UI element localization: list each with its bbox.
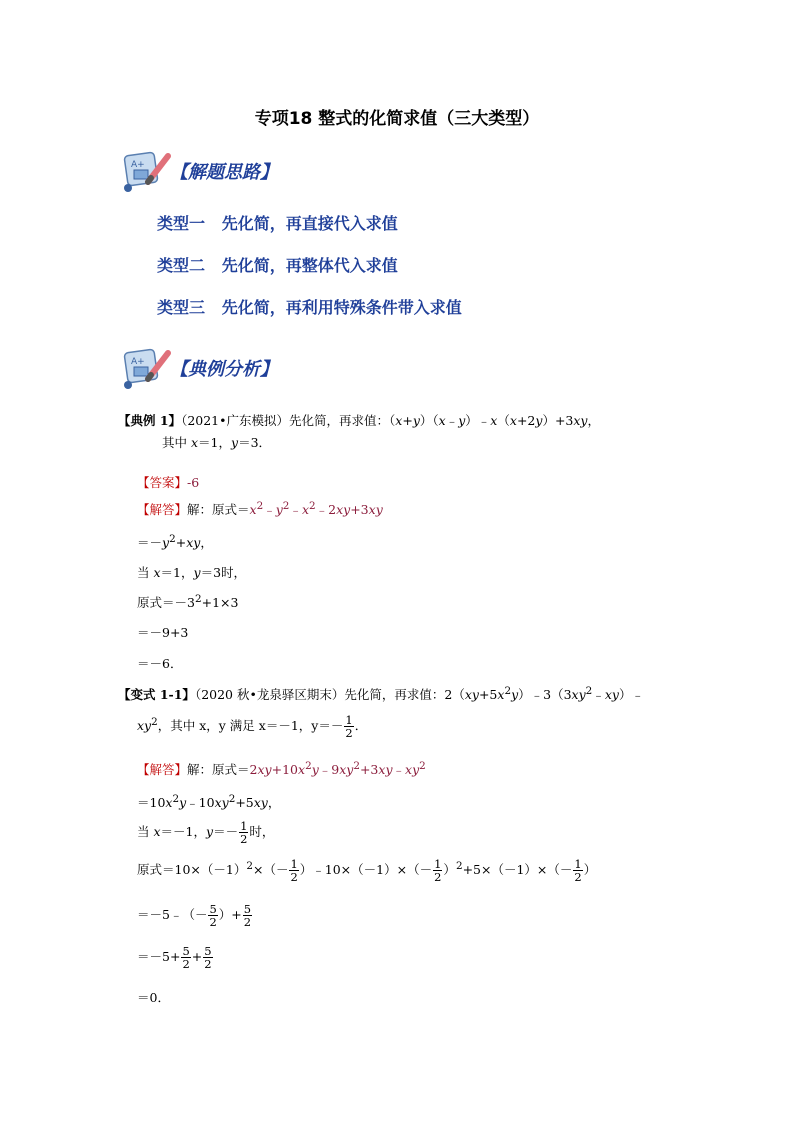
answer-value: -6 <box>187 475 200 490</box>
fraction-half: $\frac{1}{2}$ <box>345 713 353 741</box>
fraction-half: $\frac{1}{2}$ <box>434 857 442 885</box>
example2-source: （2020 秋•龙泉驿区期末） <box>194 687 345 703</box>
example1-tag: 【典例 1】 <box>118 413 182 428</box>
example2-condition: $xy^2$，其中 x，y 满足 x＝－1，y＝－ $\frac{1}{2}$ ． <box>137 713 368 741</box>
example1-answer <box>137 473 199 491</box>
example2-step4: 原式$=10\times(-1)^2\times(-$ $\frac{1}{2}$ ）﹣10×（－1）×（－ $\frac{1}{2}$ ）$^2$+5×（－1）×（－ $\frac{1}{2}$ ） <box>137 857 597 885</box>
fraction-five-halves: $\frac{5}{2}$ <box>182 944 190 972</box>
answer-tag: 【答案】 <box>137 475 188 490</box>
solution-tag: 【解答】 <box>137 762 188 778</box>
fraction-half: $\frac{1}{2}$ <box>574 857 582 885</box>
banner-label: 【解题思路】 <box>170 162 278 183</box>
example1-step5: ＝－9+3 <box>137 625 189 640</box>
banner-examples <box>118 345 278 391</box>
example2-step5: ＝－5﹣（－ $\frac{5}{2}$ ）+ $\frac{5}{2}$ <box>137 902 252 930</box>
fraction-half: $\frac{1}{2}$ <box>290 857 298 885</box>
example1-condition: 其中 x＝1，y＝3． <box>162 435 272 450</box>
example1-step3: 当 x＝1，y＝3时， <box>137 565 247 580</box>
example2-step2: $=10x^2y﹣10xy^2+5xy$， <box>137 793 281 811</box>
example1-source: （2021•广东模拟） <box>181 413 289 428</box>
example1-step2: $=-y^2+xy$， <box>137 533 213 551</box>
fraction-five-halves: $\frac{5}{2}$ <box>209 902 217 930</box>
svg-text:A+: A+ <box>131 160 145 170</box>
example1-step6: ＝－6． <box>137 656 183 671</box>
fraction-half: $\frac{1}{2}$ <box>240 819 248 847</box>
example1-step4: 原式$=-3^2+1\times 3$ <box>137 593 239 611</box>
solution-tag: 【解答】 <box>137 502 188 518</box>
example2-tag: 【变式 1-1】 <box>118 687 195 703</box>
type-two: 类型二 先化简，再整体代入求值 <box>157 256 398 275</box>
page-title: 专项18 整式的化简求值（三大类型） <box>254 109 540 129</box>
example2-solution: 【解答】解：原式$=2xy+10x^2y﹣9xy^2+3xy﹣xy^2$ <box>137 760 426 778</box>
example2-step7: ＝0． <box>137 990 170 1005</box>
example2-step3: 当 x＝－1，y＝－ $\frac{1}{2}$ 时， <box>137 819 275 847</box>
banner-label: 【典例分析】 <box>170 359 278 380</box>
banner-solving-ideas <box>118 148 278 194</box>
svg-text:A+: A+ <box>131 357 145 367</box>
example2-step6: ＝－5+ $\frac{5}{2}$ + $\frac{5}{2}$ <box>137 944 212 972</box>
type-one: 类型一 先化简，再直接代入求值 <box>157 214 398 233</box>
fraction-five-halves: $\frac{5}{2}$ <box>204 944 212 972</box>
type-three: 类型三 先化简，再利用特殊条件带入求值 <box>157 298 462 317</box>
example1-stem: 【典例 1】（2021•广东模拟）先化简，再求值：（x+y）（x﹣y）﹣x（x+2y）+3xy， <box>118 413 601 428</box>
example1-solution: 【解答】解：原式$=x^2﹣y^2﹣x^2﹣2xy+3xy$ <box>137 500 383 518</box>
example2-stem: 【变式 1-1】（2020 秋•龙泉驿区期末）先化简，再求值：$2(xy+5x^2y)﹣3(3xy^2﹣xy)﹣$ <box>118 685 644 703</box>
fraction-five-halves: $\frac{5}{2}$ <box>243 902 252 930</box>
